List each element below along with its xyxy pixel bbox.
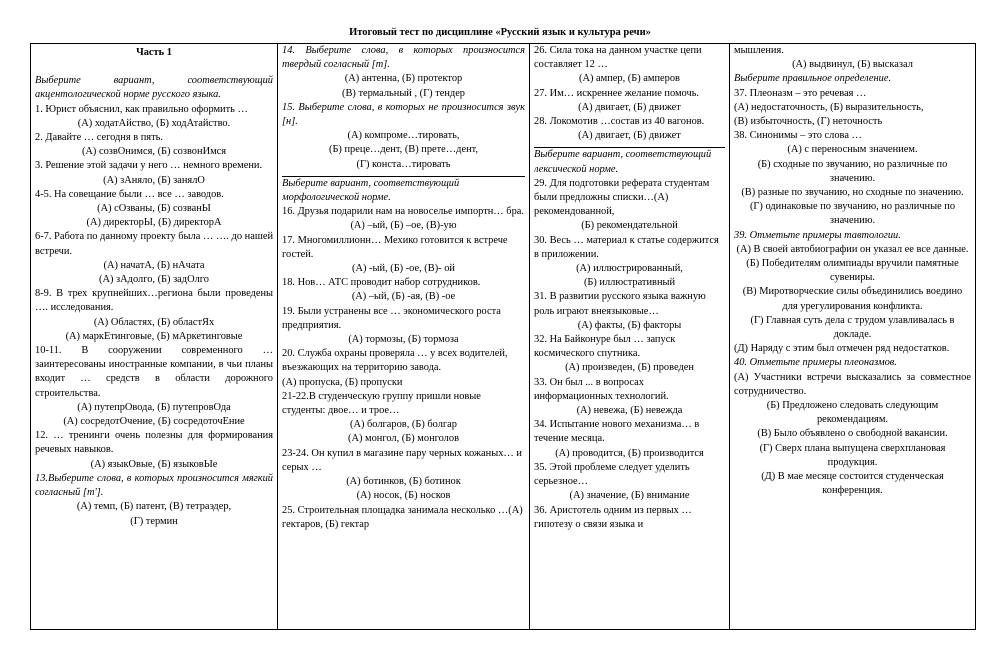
- answer-options: (А) иллюстрированный,: [576, 263, 683, 275]
- test-table: [30, 43, 976, 630]
- answer-options: (А) двигает, (Б) движет: [578, 101, 681, 113]
- question: 27. Им… искреннее желание помочь.: [534, 87, 700, 99]
- question: 40. Отметьте примеры плеоназмов.: [734, 357, 897, 369]
- question: 21-22.В студенческую группу пришли новые студенты: двое… и трое…: [282, 390, 481, 417]
- question: 36. Аристотель одним из первых … гипотезу о связи языка и: [534, 504, 692, 530]
- instruction: Выберите правильное определение.: [734, 73, 892, 85]
- answer-option: (Г) Сверх плана выпущена сверхплановая продукция.: [759, 442, 946, 468]
- answer-option: (В) разные по звучанию, но сходные по значению.: [741, 187, 964, 199]
- question: 16. Друзья подарили нам на новоселье импортн… бра.: [282, 206, 524, 218]
- answer-options: (Г) конста…тировать: [356, 158, 451, 170]
- answer-option: (Д) Наряду с этим был отмечен ряд недостатков.: [734, 343, 950, 355]
- question: 35. Этой проблеме следует уделить серьезное…: [534, 461, 690, 488]
- question: 10-11. В сооружении современного … заинтересованы иностранные компании, в чьи планы входит … средств в области дорожного строительства.: [35, 345, 273, 399]
- answer-options: (А) языкОвые, (Б) языковЫе: [90, 458, 218, 470]
- question: 19. Были устранены все … экономического роста предприятия.: [282, 305, 501, 331]
- question: 2. Давайте … сегодня в пять.: [35, 132, 163, 144]
- answer-options: (А) факты, (Б) факторы: [577, 319, 682, 331]
- answer-options: (А) пропуска, (Б) пропуски: [282, 376, 403, 388]
- answer-options: (А) темп, (Б) патент, (В) тетраэдер,: [76, 501, 232, 513]
- answer-options: (А) антенна, (Б) протектор: [344, 73, 463, 85]
- answer-options: (А) –ый, (Б) -ая, (В) -ое: [351, 291, 456, 303]
- question: 33. Он был ... в вопросах информационных технологий.: [534, 376, 669, 402]
- answer-options: (А) зАняло, (Б) занялО: [103, 174, 205, 186]
- answer-options: (А) сосредотОчение, (Б) сосредоточЕние: [63, 416, 245, 428]
- question: 17. Многомиллионн… Мехико готовится к встрече гостей.: [282, 234, 508, 260]
- instruction: Выберите вариант, соответствующий морфологической норме.: [282, 177, 460, 204]
- question: 29. Для подготовки реферата студентам были предложны списки…(А) рекомендованной,: [534, 177, 710, 218]
- answer-options: (А) –ый, (Б) –ое, (В)-ую: [350, 220, 457, 232]
- question: 13.Выберите слова, в которых произносится мягкий согласный [т'].: [35, 472, 273, 499]
- question: 6-7. Работа по данному проекту была … …. до нашей встречи.: [35, 231, 273, 257]
- answer-options: (Б) иллюстративный: [583, 277, 676, 289]
- answer-options: (А) значение, (Б) внимание: [569, 490, 690, 502]
- answer-options: (А) ходатАйство, (Б) ходАтайство.: [77, 117, 231, 129]
- part-heading: Часть 1: [136, 47, 172, 58]
- column-3: [530, 44, 730, 630]
- question: 20. Служба охраны проверяла … у всех водителей, въезжающих на территорию завода.: [282, 348, 508, 374]
- column-2: [278, 44, 530, 630]
- question: 4-5. На совещание были … все … заводов.: [35, 188, 224, 200]
- answer-options: (А) тормозы, (Б) тормоза: [348, 334, 459, 346]
- answer-options: (А) болгаров, (Б) болгар: [349, 419, 457, 431]
- column-4: [730, 44, 976, 630]
- answer-options: (А) Областях, (Б) областЯх: [93, 316, 215, 328]
- answer-options: (А) сОзваны, (Б) созванЫ: [97, 203, 211, 215]
- answer-option: (Б) сходные по звучанию, но различные по значению.: [757, 158, 948, 184]
- answer-options: (А) невежа, (Б) невежда: [576, 405, 683, 417]
- answer-options: (А) начатА, (Б) нАчата: [103, 259, 205, 271]
- answer-options: (А) проводится, (Б) производится: [555, 447, 704, 459]
- answer-options: (А) директорЫ, (Б) директорА: [86, 217, 222, 229]
- question: 32. На Байконуре был … запуск космического спутника.: [534, 334, 676, 360]
- document-title: Итоговый тест по дисциплине «Русский язык и культура речи»: [349, 27, 651, 38]
- answer-options: (А) монгол, (Б) монголов: [348, 433, 459, 445]
- question: 3. Решение этой задачи у него … немного времени.: [35, 160, 263, 172]
- answer-options: (А) -ый, (Б) -ое, (В)- ой: [352, 263, 455, 275]
- instruction: Выберите вариант, соответствующий лексической норме.: [534, 149, 712, 175]
- answer-option: (Б) Победителям олимпиады вручили памятные сувениры.: [746, 258, 959, 284]
- answer-option: (Д) В мае месяце состоится студенческая конференция.: [761, 471, 944, 497]
- answer-option: (В) Миротворческие силы объединились воедино для урегулирования конфликта.: [742, 286, 963, 312]
- question: 18. Нов… АТС проводит набор сотрудников.: [282, 277, 481, 289]
- answer-options: (А) компроме…тировать,: [347, 130, 460, 142]
- answer-option: (Г) одинаковые по звучанию, но различные по значению.: [749, 201, 956, 227]
- question: 1. Юрист объяснил, как правильно оформить …: [35, 103, 248, 115]
- question: 34. Испытание нового механизма… в течение месяца.: [534, 419, 700, 445]
- answer-options: (А) произведен, (Б) проведен: [565, 362, 694, 374]
- answer-options: (А) ботинков, (Б) ботинок: [346, 476, 461, 488]
- answer-options: (А) созвОнимся, (Б) созвонИмся: [81, 146, 227, 158]
- question: 26. Сила тока на данном участке цепи составляет 12 …: [534, 45, 702, 71]
- answer-options: (А) двигает, (Б) движет: [578, 130, 681, 142]
- answer-options: (В) термальный , (Г) тендер: [342, 87, 465, 99]
- question: 25. Строительная площадка занимала несколько …(А) гектаров, (Б) гектар: [282, 504, 523, 530]
- question: 37. Плеоназм – это речевая …: [734, 87, 867, 99]
- answer-options: (А) выдвинул, (Б) высказал: [792, 59, 913, 71]
- question: 38. Синонимы – это слова …: [734, 130, 862, 142]
- question: 14. Выберите слова, в которых произносится твердый согласный [т].: [282, 45, 525, 71]
- question: 23-24. Он купил в магазине пару черных кожаных… и серых …: [282, 447, 522, 473]
- answer-option: (Г) Главная суть дела с трудом улавливалась в докладе.: [750, 314, 955, 341]
- question: 8-9. В трех крупнейших…региона были проведены …. исследования.: [35, 288, 273, 314]
- answer-options: (А) зАдолго, (Б) задОлго: [99, 274, 209, 286]
- question: 12. … тренинги очень полезны для формирования речевых навыков.: [35, 430, 273, 456]
- question: 15. Выберите слова, в которых не произносится звук [н].: [282, 101, 525, 128]
- answer-options: (В) избыточность, (Г) неточность: [734, 116, 883, 128]
- answer-options: (А) маркЕтинговые, (Б) мАркетинговые: [65, 330, 243, 342]
- question: 28. Локомотив …состав из 40 вагонов.: [534, 116, 705, 128]
- question: 31. В развитии русского языка важную роль играют внеязыковые…: [534, 291, 706, 317]
- answer-option: (А) В своей автобиографии он указал ее все данные.: [736, 243, 969, 255]
- answer-option: (В) Было объявлено о свободной вакансии.: [757, 428, 948, 440]
- answer-options: (А) носок, (Б) носков: [356, 490, 451, 502]
- answer-options: (А) недостаточность, (Б) выразительность,: [734, 101, 924, 113]
- question: 39. Отметьте примеры тавтологии.: [734, 229, 901, 241]
- question-continuation: мышления.: [734, 45, 784, 56]
- answer-option: (А) с переносным значением.: [787, 144, 918, 156]
- instruction: Выберите вариант, соответствующий акцентологической норме русского языка.: [35, 75, 273, 101]
- answer-options: (Б) преце…дент, (В) прете…дент,: [328, 144, 478, 156]
- question: 30. Весь … материал к статье содержится в приложении.: [534, 234, 719, 260]
- answer-options: (Б) рекомендательной: [581, 220, 678, 232]
- answer-option: (Б) Предложено следовать следующим рекомендациям.: [766, 400, 939, 426]
- answer-options: (Г) термин: [130, 515, 178, 527]
- answer-option: (А) Участники встречи высказались за совместное сотрудничество.: [734, 371, 971, 397]
- answer-options: (А) ампер, (Б) амперов: [579, 73, 680, 85]
- answer-options: (А) путепрОвода, (Б) путепровОда: [77, 401, 231, 413]
- column-1: [31, 44, 278, 630]
